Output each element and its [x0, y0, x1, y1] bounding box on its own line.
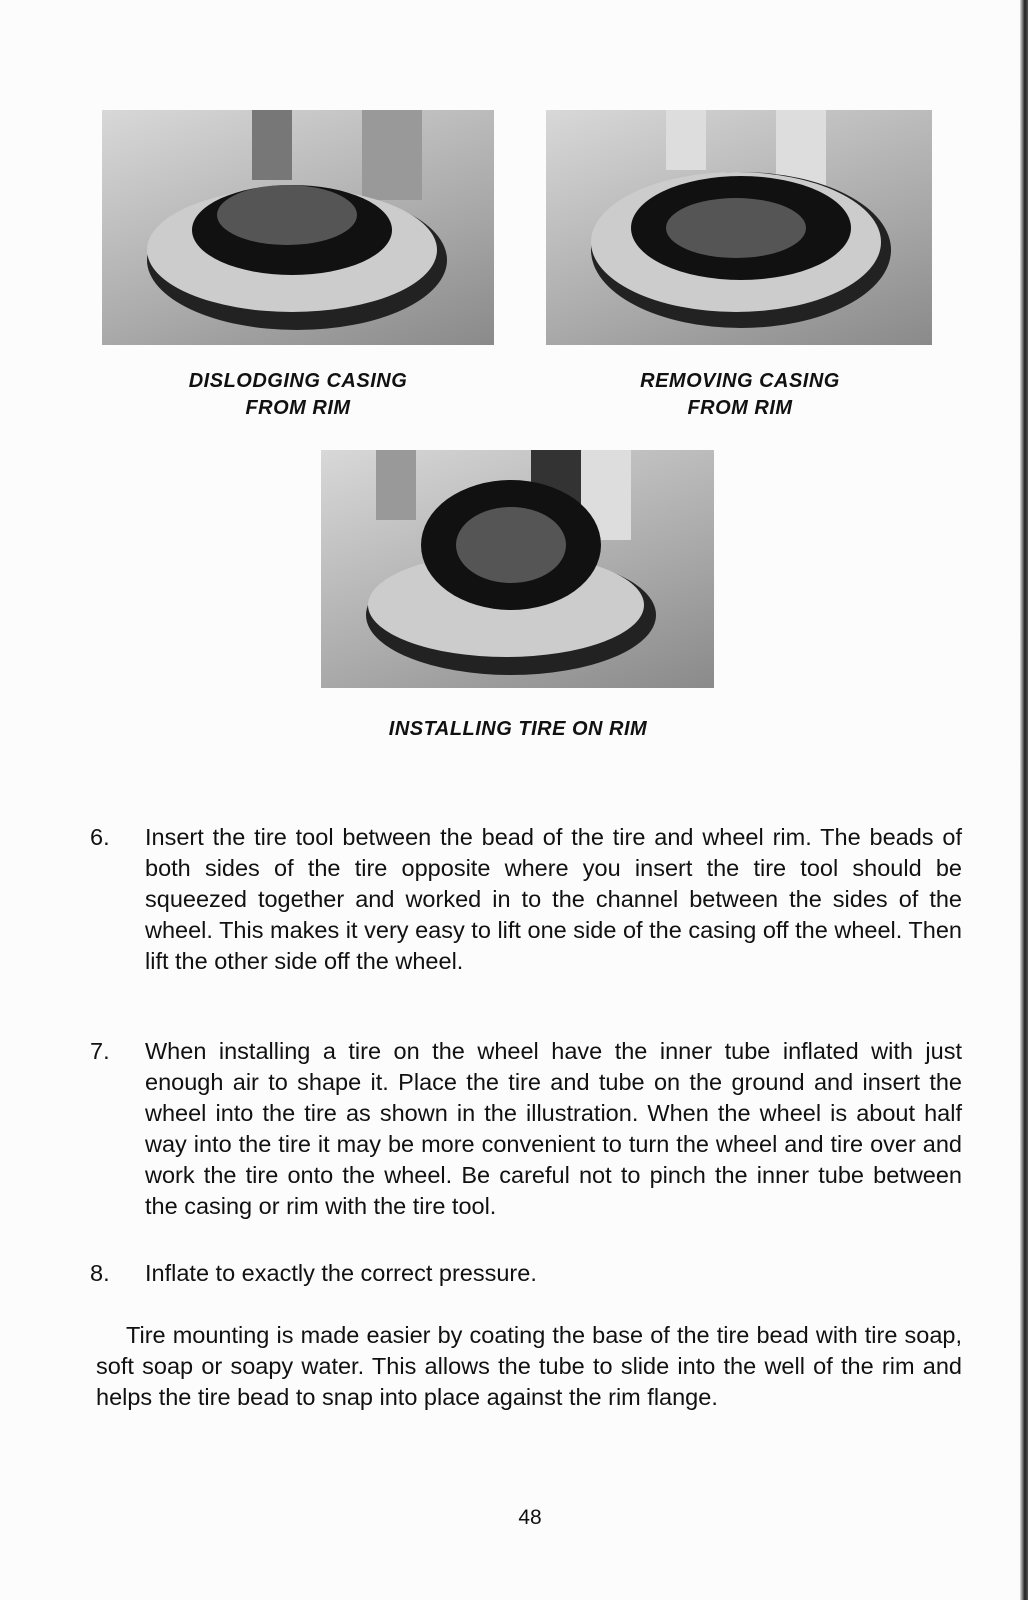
step-number: 6. — [90, 824, 110, 850]
caption-dislodging — [148, 368, 448, 422]
step-7 — [90, 1036, 962, 1222]
step-8 — [90, 1258, 962, 1289]
caption-line: FROM RIM — [687, 397, 793, 419]
caption-line: DISLODGING CASING — [188, 370, 408, 392]
step-text: Inflate to exactly the correct pressure. — [145, 1260, 537, 1286]
photo-removing-casing — [546, 110, 932, 345]
step-6 — [90, 822, 962, 977]
step-number: 7. — [90, 1038, 110, 1064]
photo-dislodging-casing — [102, 110, 494, 345]
step-text: Insert the tire tool between the bead of the tire and wheel rim. The beads of both sides of the tire opposite where you insert the tire tool should be squeezed together and worked in to the channel between the sides of the wheel. This makes it very easy to lift one side of the casing off the wheel. Then lift the other side off the wheel. — [145, 824, 962, 974]
note-paragraph: Tire mounting is made easier by coating the base of the tire bead with tire soap, soft soap or soapy water. This allows the tube to slide into the well of the rim and helps the tire bead to snap into place against the rim flange. — [96, 1322, 962, 1410]
page-number: 48 — [518, 1506, 542, 1529]
photo-installing-tire — [321, 450, 714, 688]
caption-installing — [318, 716, 718, 743]
caption-line: INSTALLING TIRE ON RIM — [388, 718, 648, 740]
step-text: When installing a tire on the wheel have the inner tube inflated with just enough air to shape it. Place the tire and tube on the ground and insert the wheel into the tire as shown in the illustration. When the wheel is about half way into the tire it may be more convenient to turn the wheel and tire over and work the tire onto the wheel. Be careful not to pinch the inner tube between the casing or rim with the tire tool. — [145, 1038, 962, 1219]
caption-removing — [590, 368, 890, 422]
step-number: 8. — [90, 1260, 110, 1286]
caption-line: REMOVING CASING — [640, 370, 840, 392]
page-edge — [1020, 0, 1028, 1600]
caption-line: FROM RIM — [245, 397, 351, 419]
